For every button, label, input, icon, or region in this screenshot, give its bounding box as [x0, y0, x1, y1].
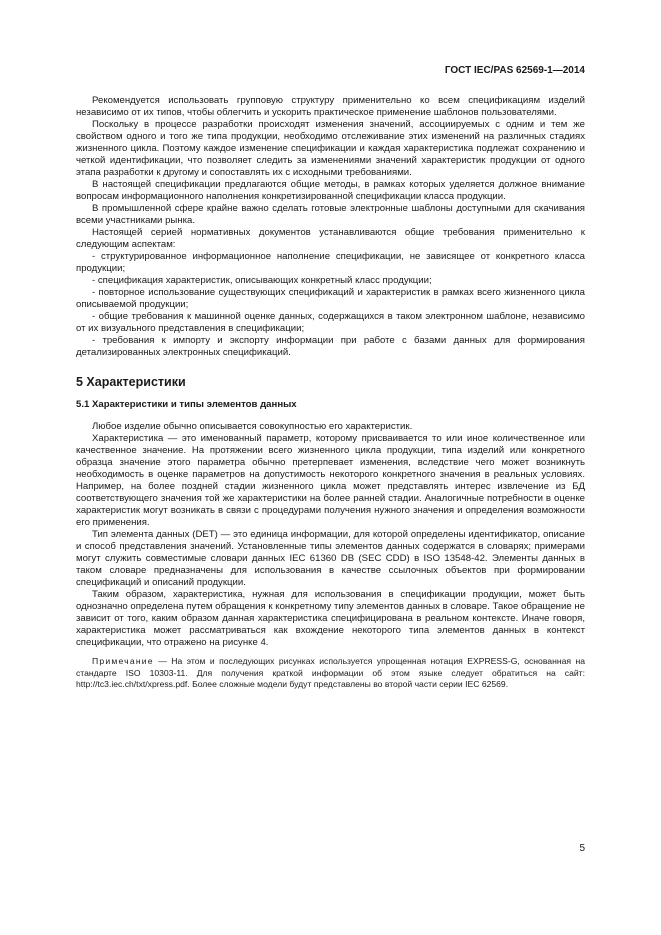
paragraph: Тип элемента данных (DET) — это единица информации, для которой определены идентификатор, описание и способ представления значений. Установленные типы элементов данных содержатся в словарях; примерами могут служить совместимые словари данных IEC 61360 DB (SEC CDD) в ISO 13548-42. Элементы данных в таком словаре предназначены для использования в качестве ссылочных объектов при формировании спецификаций и описаний продукции. [76, 529, 585, 588]
paragraph: Поскольку в процессе разработки происходят изменения значений, ассоциируемых с одним и тем же свойством одного и того же типа продукции, необходимо отслеживание этих изменений на различных стадиях жизненного цикла. Поэтому каждое изменение спецификации и каждая характеристика подлежат сохранению и четкой идентификации, что позволяет следить за изменениями значений характеристик продукции от одного этапа разработки к другому и сопоставлять их с исходными требованиями. [76, 119, 585, 178]
note-label: Примечание [92, 656, 154, 666]
paragraph: Таким образом, характеристика, нужная для использования в спецификации продукции, может быть однозначно определена путем обращения к конкретному типу элементов данных в словаре. Такое обращение не зависит от того, каким образом данная характеристика специфицирована в реальном контексте. Иначе говоря, характеристика может рассматриваться как вхождение некоторого типа элементов данных в контекст спецификации, что отражено на рисунке 4. [76, 589, 585, 648]
page-number: 5 [579, 843, 585, 854]
paragraph: Любое изделие обычно описывается совокупностью его характеристик. [92, 421, 413, 432]
list-item: - требования к импорту и экспорту информации при работе с базами данных для формирования детализированных электронных спецификаций. [76, 335, 585, 358]
document-header: ГОСТ IEC/PAS 62569-1—2014 [444, 65, 585, 76]
section-heading: 5 Характеристики [76, 375, 186, 389]
paragraph: В промышленной сфере крайне важно сделать готовые электронные шаблоны доступными для скачивания всеми участниками рынка. [76, 203, 585, 226]
list-item: - спецификация характеристик, описывающих конкретный класс продукции; [92, 275, 432, 286]
paragraph: Характеристика — это именованный параметр, которому присваивается то или иное количественное или качественное значение. На протяжении всего жизненного цикла продукции, типа изделий или конкретного образца значение этого параметра обычно претерпевает изменения, вследствие чего может возникнуть необходимость в оценке параметров на допустимость некоторого конкретного значения в реальных условиях. Например, на более поздней стадии жизненного цикла может представлять интерес извлечение из БД соответствующего значения той же характеристики на более ранней стадии. Аналогичные потребности в оценке характеристик могут возникать в связи с процедурами получения нужного значения и определения возможности его применения. [76, 433, 585, 528]
list-item: - повторное использование существующих спецификаций и характеристик в рамках всего жизненного цикла описываемой продукции; [76, 287, 585, 310]
paragraph: В настоящей спецификации предлагаются общие методы, в рамках которых уделяется должное внимание вопросам информационного наполнения конкретизированной спецификации класса продукции. [76, 179, 585, 202]
list-item: - общие требования к машинной оценке данных, содержащихся в таком электронном шаблоне, независимо от их визуального представления в спецификации; [76, 311, 585, 334]
subsection-heading: 5.1 Характеристики и типы элементов данных [76, 399, 297, 410]
page-content [76, 95, 585, 691]
paragraph: Рекомендуется использовать групповую структуру применительно ко всем спецификациям изделий независимо от их типов, чтобы облегчить и ускорить практическое применение шаблонов пользователями. [76, 95, 585, 118]
paragraph: Настоящей серией нормативных документов устанавливаются общие требования применительно к следующим аспектам: [76, 227, 585, 250]
note [76, 656, 585, 691]
list-item: - структурированное информационное наполнение спецификации, не зависящее от конкретного класса продукции; [76, 251, 585, 274]
note-text: — На этом и последующих рисунках используется упрощенная нотация EXPRESS-G, основанная на стандарте ISO 10303-11. Для получения краткой информации об этом языке следует обратиться на сайт: http://tc3.iec.ch/txt/xpress.pdf. Более сложные модели будут представлены во второй части серии IEC 62569. [76, 656, 585, 689]
